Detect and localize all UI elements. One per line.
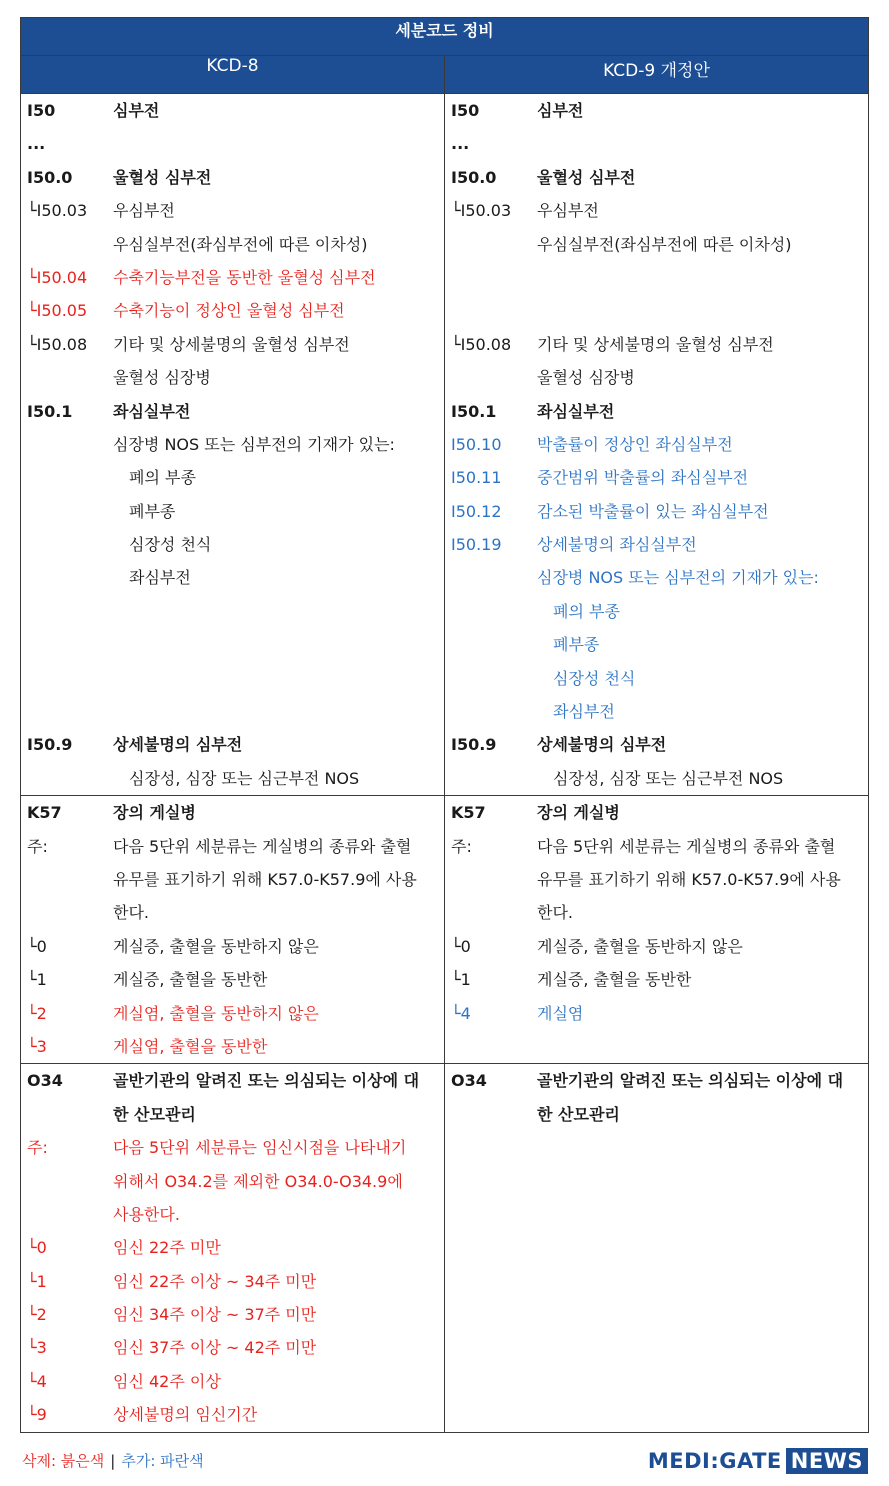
code-line [27,930,440,963]
code-line [27,728,440,761]
code-line [451,495,864,528]
code-line [451,896,864,929]
code-label: I50 [451,101,480,120]
code-line [451,261,864,294]
table-row [21,94,869,796]
code-description: 게실염, 출혈을 동반한 [113,1036,268,1056]
code-line [27,194,440,227]
table-title: 세분코드 정비 [21,18,869,56]
code-line [27,495,440,528]
code-description: 다음 5단위 세분류는 게실병의 종류와 출혈 [113,836,412,856]
code-label: K57 [451,803,486,823]
code-line [451,695,864,728]
code-label: I50.10 [451,434,502,454]
code-description: 게실증, 출혈을 동반한 [113,970,268,990]
code-description: 심장병 NOS 또는 심부전의 기재가 있는: [537,568,819,588]
code-line [451,294,864,327]
code-line [27,1198,440,1231]
code-line [27,127,440,160]
code-label: I50.9 [451,735,497,755]
code-line [27,261,440,294]
code-label: I50.0 [27,167,73,187]
code-label: I50.11 [451,468,502,488]
code-label: └1 [451,970,471,990]
code-description: 상세불명의 좌심실부전 [537,535,697,555]
code-line [451,1064,864,1097]
code-description: 수축기능부전을 동반한 울혈성 심부전 [113,267,376,287]
code-description: 중간범위 박출률의 좌심실부전 [537,468,749,488]
code-line [27,1131,440,1164]
code-description: 임신 34주 이상 ~ 37주 미만 [113,1305,317,1325]
code-description: 임신 37주 이상 ~ 42주 미만 [113,1338,317,1358]
code-description: 게실염, 출혈을 동반하지 않은 [113,1003,319,1023]
code-label: 주: [27,1138,48,1158]
code-description: 게실증, 출혈을 동반한 [537,970,692,990]
code-label: └I50.05 [27,301,88,321]
code-line [27,461,440,494]
code-description: 우심부전 [113,201,175,221]
code-description: 수축기능이 정상인 울혈성 심부전 [113,301,345,321]
code-line [451,728,864,761]
medigate-news-logo [648,1447,868,1475]
legend-deleted: 삭제: 붉은색 [22,1452,105,1470]
code-line [451,628,864,661]
code-line [451,461,864,494]
code-description: 우심실부전(좌심부전에 따른 이차성) [113,234,368,254]
code-label: └3 [27,1036,47,1056]
code-description: 좌심부전 [129,568,191,588]
code-line [451,1098,864,1131]
code-line [451,930,864,963]
code-line [451,830,864,863]
code-description: 심부전 [537,101,584,120]
code-description: 한다. [537,903,573,923]
code-label: O34 [27,1071,63,1091]
code-description: 폐의 부종 [553,601,620,621]
code-description: 기타 및 상세불명의 울혈성 심부전 [113,334,350,354]
code-line [451,127,864,160]
code-label: I50.1 [27,401,73,421]
code-line [27,896,440,929]
code-line [27,1298,440,1331]
code-line [27,595,440,628]
cell-kcd9 [445,796,869,1064]
table-row [21,796,869,1064]
code-description: 장의 게실병 [113,803,196,823]
code-label: └I50.08 [451,334,512,354]
code-description: 다음 5단위 세분류는 게실병의 종류와 출혈 [537,836,836,856]
code-description: 우심실부전(좌심부전에 따른 이차성) [537,234,792,254]
code-line [27,561,440,594]
code-label: └0 [27,936,47,956]
code-description: 심장성, 심장 또는 심근부전 NOS [129,768,360,788]
code-line [27,528,440,561]
code-line [451,395,864,428]
code-description: 상세불명의 임신기간 [113,1405,258,1425]
code-line [27,1365,440,1398]
code-label: I50.1 [451,401,497,421]
code-line [27,830,440,863]
code-line [27,161,440,194]
code-line [451,228,864,261]
code-description: 울혈성 심부전 [537,167,636,187]
code-description: 심부전 [113,101,160,120]
code-label: └I50.03 [451,201,512,221]
logo-news: NEWS [786,1448,868,1474]
code-line [27,628,440,661]
code-description: 다음 5단위 세분류는 임신시점을 나타내기 [113,1138,407,1158]
code-description: 임신 22주 미만 [113,1238,221,1258]
code-description: 울혈성 심장병 [113,368,211,388]
code-description: 상세불명의 심부전 [537,735,667,755]
code-label: I50.19 [451,535,502,555]
code-line [27,1098,440,1131]
column-header-kcd9: KCD-9 개정안 [445,56,869,94]
code-label: └4 [27,1371,47,1391]
code-line [451,161,864,194]
code-line [27,94,440,127]
code-label: O34 [451,1071,487,1091]
code-description: 폐부종 [553,635,600,655]
code-label: └I50.08 [27,334,88,354]
code-description: 심장성 천식 [553,668,636,688]
code-comparison-table [20,17,869,1433]
comparison-table-wrapper [20,17,868,1433]
code-line [27,963,440,996]
code-label: I50.0 [451,167,497,187]
code-description: 임신 22주 이상 ~ 34주 미만 [113,1271,317,1291]
code-line [451,762,864,795]
code-line [27,228,440,261]
code-line [27,997,440,1030]
table-row [21,1064,869,1432]
code-description: 한다. [113,903,149,923]
code-label: └0 [451,936,471,956]
code-description: 기타 및 상세불명의 울혈성 심부전 [537,334,774,354]
code-description: 사용한다. [113,1204,180,1224]
code-description: 게실염 [537,1003,584,1023]
code-line [451,595,864,628]
code-line [27,1030,440,1063]
cell-kcd8 [21,796,445,1064]
code-line [451,561,864,594]
code-line [27,328,440,361]
code-label: └2 [27,1003,47,1023]
code-line [27,1331,440,1364]
code-description: 우심부전 [537,201,599,221]
code-label: └1 [27,970,47,990]
color-legend [22,1446,204,1476]
code-description: 박출률이 정상인 좌심실부전 [537,434,733,454]
code-description: 좌심실부전 [113,401,191,421]
code-line [451,528,864,561]
code-label: └9 [27,1405,47,1425]
code-label: I50.12 [451,501,502,521]
code-line [27,1265,440,1298]
code-line [27,796,440,829]
cell-kcd8 [21,94,445,796]
cell-kcd9 [445,1064,869,1432]
code-line [451,662,864,695]
code-description: 폐부종 [129,501,176,521]
code-line [451,963,864,996]
code-description: 상세불명의 심부전 [113,735,243,755]
column-header-kcd8: KCD-8 [21,56,445,94]
code-description: 위해서 O34.2를 제외한 O34.0-O34.9에 [113,1171,403,1191]
code-description: 울혈성 심장병 [537,368,635,388]
code-description: 임신 42주 이상 [113,1371,221,1391]
code-line [451,428,864,461]
code-description: 유무를 표기하기 위해 K57.0-K57.9에 사용 [537,869,841,889]
code-line [27,762,440,795]
code-label: └3 [27,1338,47,1358]
code-label: ... [451,134,470,154]
code-line [27,662,440,695]
code-description: 한 산모관리 [113,1104,196,1124]
code-label: └4 [451,1003,471,1023]
code-line [27,863,440,896]
code-line [27,1165,440,1198]
code-line [27,1064,440,1097]
legend-added: 추가: 파란색 [121,1452,204,1470]
code-description: 좌심부전 [553,702,615,722]
code-label: 주: [27,836,48,856]
code-label: └0 [27,1238,47,1258]
cell-kcd8 [21,1064,445,1432]
code-line [451,796,864,829]
code-description: 골반기관의 알려진 또는 의심되는 이상에 대 [537,1071,844,1091]
code-description: 골반기관의 알려진 또는 의심되는 이상에 대 [113,1071,420,1091]
legend-separator: | [110,1452,116,1470]
code-label: K57 [27,803,62,823]
code-description: 게실증, 출혈을 동반하지 않은 [113,936,319,956]
code-label: └1 [27,1271,47,1291]
code-description: 감소된 박출률이 있는 좌심실부전 [537,501,769,521]
code-line [451,94,864,127]
code-label: I50.9 [27,735,73,755]
code-description: 장의 게실병 [537,803,620,823]
code-line [27,395,440,428]
code-description: 유무를 표기하기 위해 K57.0-K57.9에 사용 [113,869,417,889]
code-label: └I50.03 [27,201,88,221]
code-description: 심장성, 심장 또는 심근부전 NOS [553,768,784,788]
code-description: 한 산모관리 [537,1104,620,1124]
code-line [451,997,864,1030]
code-label: ... [27,134,46,154]
code-label: └2 [27,1305,47,1325]
code-line [27,1398,440,1431]
footer [22,1446,868,1476]
code-line [451,1030,864,1063]
code-line [27,294,440,327]
code-line [451,194,864,227]
code-line [451,361,864,394]
cell-kcd9 [445,94,869,796]
code-line [27,1231,440,1264]
code-description: 울혈성 심부전 [113,167,212,187]
code-description: 심장성 천식 [129,535,212,555]
code-line [27,428,440,461]
code-line [451,328,864,361]
code-description: 좌심실부전 [537,401,615,421]
code-label: 주: [451,836,472,856]
code-description: 폐의 부종 [129,468,196,488]
logo-medigate: MEDI:GATE [647,1449,782,1473]
code-line [451,863,864,896]
code-description: 심장병 NOS 또는 심부전의 기재가 있는: [113,434,395,454]
code-label: └I50.04 [27,267,88,287]
table-body [21,94,869,1433]
code-line [27,361,440,394]
code-description: 게실증, 출혈을 동반하지 않은 [537,936,743,956]
code-label: I50 [27,101,56,120]
code-line [27,695,440,728]
